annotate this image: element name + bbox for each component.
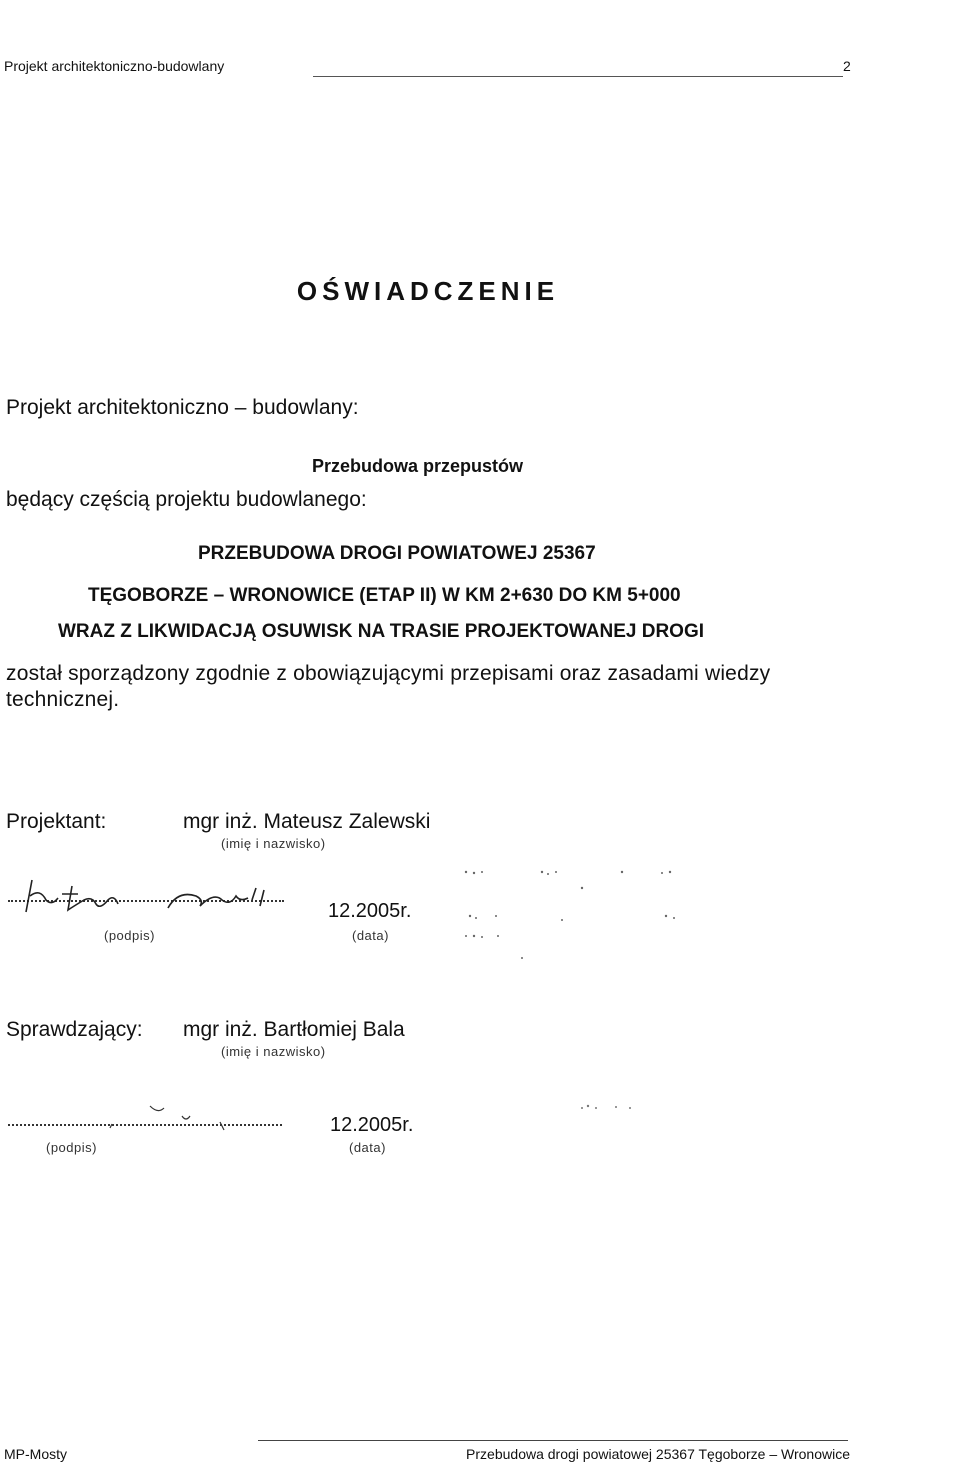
statement-line-1: został sporządzony zgodnie z obowiązującymi przepisami oraz zasadami wiedzy	[6, 662, 771, 685]
designer-date-caption: (data)	[352, 928, 389, 943]
road-project-line-1: PRZEBUDOWA DROGI POWIATOWEJ 25367	[198, 543, 596, 564]
part-of-label: będący częścią projektu budowlanego:	[6, 488, 367, 511]
checker-name-caption: (imię i nazwisko)	[221, 1044, 326, 1059]
document-title: OŚWIADCZENIE	[296, 276, 560, 306]
designer-signature-caption: (podpis)	[104, 928, 155, 943]
road-project-line-2: TĘGOBORZE – WRONOWICE (ETAP II) W KM 2+630 DO KM 5+000	[88, 585, 681, 606]
designer-name: mgr inż. Mateusz Zalewski	[183, 810, 431, 833]
checker-role-label: Sprawdzający:	[6, 1018, 143, 1041]
road-project-line-3: WRAZ Z LIKWIDACJĄ OSUWISK NA TRASIE PROJEKTOWANEJ DROGI	[58, 621, 705, 642]
checker-date-caption: (data)	[349, 1140, 386, 1155]
designer-role-label: Projektant:	[6, 810, 107, 833]
header-title: Projekt architektoniczno-budowlany	[4, 58, 225, 74]
header-rule	[313, 76, 843, 77]
statement-line-2: technicznej.	[6, 688, 120, 711]
checker-name: mgr inż. Bartłomiej Bala	[183, 1018, 405, 1041]
checker-signature-caption: (podpis)	[46, 1140, 97, 1155]
footer-left: MP-Mosty	[4, 1446, 67, 1462]
designer-date: 12.2005r.	[328, 900, 412, 922]
faded-stamp	[452, 860, 722, 960]
footer-rule	[258, 1440, 848, 1441]
designer-handwritten-signature	[0, 860, 300, 920]
footer-right: Przebudowa drogi powiatowej 25367 Tęgoborze – Wronowice	[466, 1446, 850, 1462]
stamp-smudge	[560, 1096, 650, 1116]
arch-project-label: Projekt architektoniczno – budowlany:	[6, 396, 359, 419]
designer-name-caption: (imię i nazwisko)	[221, 836, 326, 851]
arch-project-name: Przebudowa przepustów	[312, 456, 524, 476]
checker-date: 12.2005r.	[330, 1114, 414, 1136]
page-number: 2	[843, 58, 851, 74]
checker-handwritten-signature	[0, 1090, 300, 1140]
